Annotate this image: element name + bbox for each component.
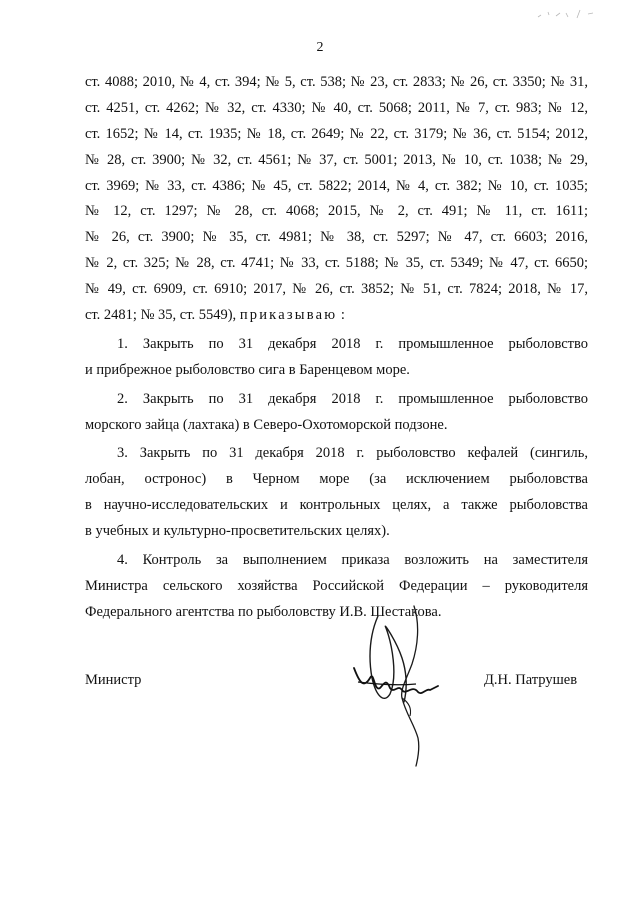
order-directive-line: [85, 303, 588, 329]
citation-line: № 49, ст. 6909, ст. 6910; 2017, № 26, ст. 3852; № 51, ст. 7824; 2018, № 17,: [85, 281, 588, 298]
order-item-4: [85, 548, 588, 626]
order-item-line: 3. Закрыть по 31 декабря 2018 г. рыболовство кефалей (сингиль,: [117, 445, 588, 462]
order-item-line: в учебных и культурно-просветительских целях).: [85, 523, 390, 540]
citation-line: ст. 4088; 2010, № 4, ст. 394; № 5, ст. 538; № 23, ст. 2833; № 26, ст. 3350; № 31,: [85, 74, 588, 90]
page-number: 2: [316, 40, 324, 55]
order-item-1: [85, 332, 588, 384]
order-item-line: и прибрежное рыболовство сига в Баренцевом море.: [85, 361, 410, 378]
order-item-line: 2. Закрыть по 31 декабря 2018 г. промышленное рыболовство: [117, 390, 588, 407]
order-item-line: Федерального агентства по рыболовству И.В. Шестакова.: [85, 603, 442, 620]
signatory-name: Д.Н. Патрушев: [484, 672, 578, 688]
order-item-line: в научно-исследовательских и контрольных целях, а также рыболовства: [85, 497, 588, 514]
order-item-2: [85, 387, 588, 439]
order-colon: :: [340, 307, 345, 324]
order-item-line: 1. Закрыть по 31 декабря 2018 г. промышленное рыболовство: [117, 335, 588, 352]
citation-line: № 12, ст. 1297; № 28, ст. 4068; 2015, № 2, ст. 491; № 11, ст. 1611;: [85, 203, 588, 220]
citation-line: № 28, ст. 3900; № 32, ст. 4561; № 37, ст. 5001; 2013, № 10, ст. 1038; № 29,: [85, 151, 588, 168]
order-item-3: [85, 441, 588, 545]
citation-line: ст. 3969; № 33, ст. 4386; № 45, ст. 5822; 2014, № 4, ст. 382; № 10, ст. 1035;: [85, 177, 588, 194]
citation-line: № 26, ст. 3900; № 35, ст. 4981; № 38, ст. 5297; № 47, ст. 6603; 2016,: [85, 229, 588, 246]
order-body-text: [85, 70, 588, 626]
order-item-line: Министра сельского хозяйства Российской Федерации – руководителя: [85, 577, 588, 594]
order-item-line: 4. Контроль за выполнением приказа возложить на заместителя: [117, 552, 588, 569]
order-item-line: морского зайца (лахтака) в Северо-Охотоморской подзоне.: [85, 416, 448, 433]
order-item-line: лобан, остронос) в Черном море (за исключением рыболовства: [85, 471, 588, 488]
citation-line: ст. 1652; № 14, ст. 1935; № 18, ст. 2649; № 22, ст. 3179; № 36, ст. 5154; 2012,: [85, 125, 588, 142]
handwritten-signature: [346, 598, 456, 768]
order-word: приказываю: [239, 307, 338, 324]
scan-noise-marks: [536, 8, 596, 22]
signatory-title: Министр: [85, 672, 142, 688]
citation-line: ст. 4251, ст. 4262; № 32, ст. 4330; № 40, ст. 5068; 2011, № 7, ст. 983; № 12,: [85, 99, 588, 116]
citation-line: № 2, ст. 325; № 28, ст. 4741; № 33, ст. 5188; № 35, ст. 5349; № 47, ст. 6650;: [85, 255, 588, 272]
citation-end: ст. 2481; № 35, ст. 5549),: [85, 307, 240, 324]
